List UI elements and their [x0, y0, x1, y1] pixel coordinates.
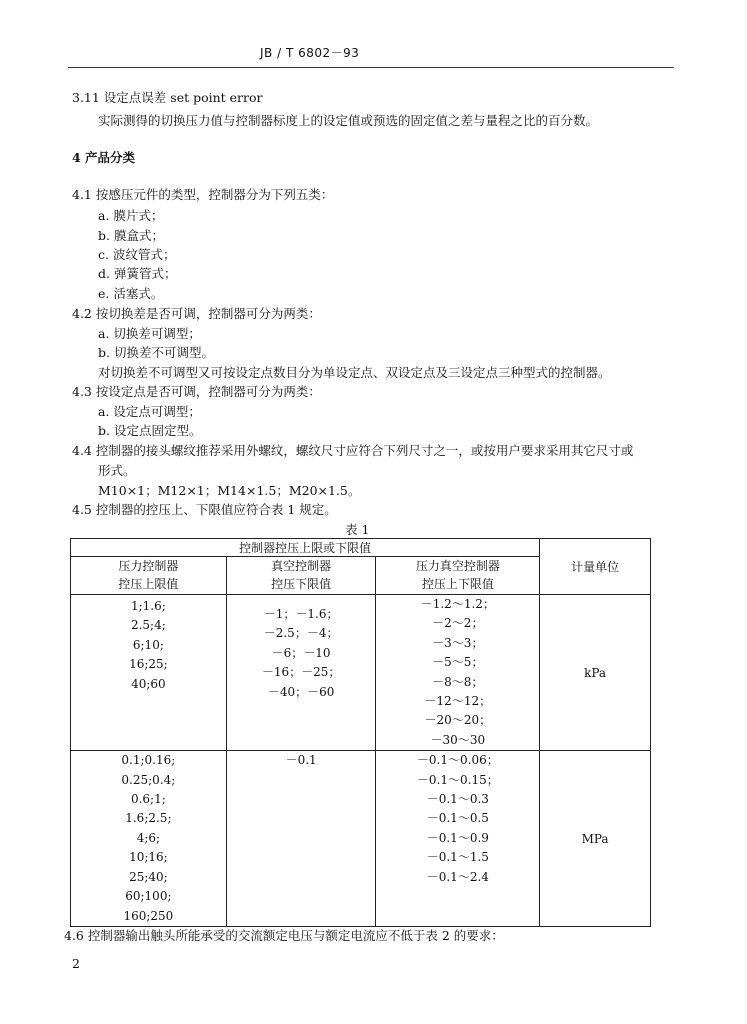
section-4-5-text: 4.5 控制器的控压上、下限值应符合表 1 规定。 — [72, 502, 337, 517]
unit-kpa: kPa — [540, 595, 651, 751]
section-4-4-thread-sizes: M10×1；M12×1；M14×1.5；M20×1.5。 — [98, 483, 361, 498]
list-item: b. 膜盒式； — [98, 228, 164, 243]
section-4-2-intro: 4.2 按切换差是否可调，控制器可分为两类： — [72, 306, 321, 321]
section-4-2-note: 对切换差不可调型又可按设定点数目分为单设定点、双设定点及三设定点三种型式的控制器。 — [98, 365, 611, 380]
table-row — [71, 751, 651, 927]
table-group-header: 控制器控压上限或下限值 — [71, 539, 540, 557]
document-code: JB / T 6802－93 — [260, 46, 360, 60]
mpa-vacuum-values: －0.1 — [226, 751, 376, 927]
section-4-4-line2: 形式。 — [98, 463, 136, 478]
list-item: a. 设定点可调型； — [98, 404, 201, 419]
list-item: c. 波纹管式； — [98, 247, 176, 262]
list-item: a. 切换差可调型； — [98, 326, 201, 341]
kpa-vacuum-values: －1；－1.6； －2.5；－4； －6；－10 －16；－25； －40；－60 — [226, 595, 376, 751]
list-item: e. 活塞式。 — [98, 286, 164, 301]
unit-header: 计量单位 — [540, 539, 651, 595]
list-item: a. 膜片式； — [98, 208, 164, 223]
kpa-pressure-values: 1;1.6; 2.5;4; 6;10; 16;25; 40;60 — [71, 595, 227, 751]
unit-mpa: MPa — [540, 751, 651, 927]
section-4-4-line1: 4.4 控制器的接头螺纹推荐采用外螺纹，螺纹尺寸应符合下列尺寸之一，或按用户要求采用其它尺寸或 — [72, 443, 634, 458]
list-item: b. 切换差不可调型。 — [98, 345, 214, 360]
column-header-pressure: 压力控制器 控压上限值 — [71, 557, 227, 595]
section-4-6-text: 4.6 控制器输出触头所能承受的交流额定电压与额定电流应不低于表 2 的要求： — [64, 928, 504, 943]
mpa-pressure-values: 0.1;0.16; 0.25;0.4; 0.6;1; 1.6;2.5; 4;6; 10;16; 25;40; 60;100; 160;250 — [71, 751, 227, 927]
table-1 — [70, 538, 651, 927]
section-4-title: 4 产品分类 — [72, 150, 136, 165]
table-caption: 表 1 — [345, 522, 370, 537]
column-header-vacuum: 真空控制器 控压下限值 — [226, 557, 376, 595]
section-4-3-intro: 4.3 按设定点是否可调，控制器可分为两类： — [72, 384, 321, 399]
list-item: d. 弹簧管式； — [98, 266, 177, 281]
table-row — [71, 595, 651, 751]
page-number: 2 — [72, 956, 80, 971]
section-3-11-title: 3.11 设定点误差 set point error — [72, 90, 263, 105]
header-rule — [68, 67, 674, 68]
mpa-pressure-vacuum-values: －0.1～0.06； －0.1～0.15； －0.1～0.3 －0.1～0.5 －0.1～0.9 －0.1～1.5 －0.1～2.4 — [376, 751, 540, 927]
section-3-11-text: 实际测得的切换压力值与控制器标度上的设定值或预选的固定值之差与量程之比的百分数。 — [98, 113, 599, 128]
section-4-1-intro: 4.1 按感压元件的类型，控制器分为下列五类： — [72, 187, 334, 202]
list-item: b. 设定点固定型。 — [98, 423, 202, 438]
kpa-pressure-vacuum-values: －1.2～1.2； －2～2； －3～3； －5～5； －8～8； －12～12； －20～20； －30～30 — [376, 595, 540, 751]
column-header-pressure-vacuum: 压力真空控制器 控压上下限值 — [376, 557, 540, 595]
